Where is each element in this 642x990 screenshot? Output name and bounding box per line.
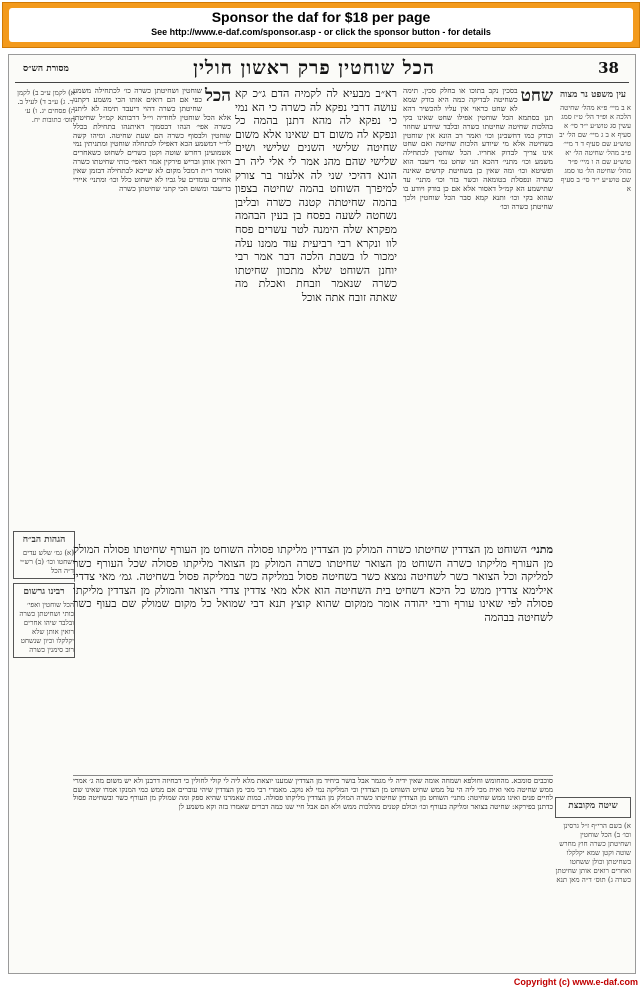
masoret-hashas-label: מסורת הש״ס: [23, 64, 69, 74]
talmud-page-scan: [8, 54, 636, 974]
hagahot-margin: [13, 531, 75, 971]
tosafot-lead-word: הכל: [204, 87, 231, 106]
gemara-main-text: [235, 87, 397, 541]
tosafot-commentary: [73, 87, 231, 541]
ein-mishpat-heading: עין משפט נר מצוה: [559, 90, 627, 100]
sponsor-subtitle-suffix: - or click the sponsor button - for details: [315, 27, 491, 37]
chapter-heading: הכל שוחטין פרק ראשון חולין: [193, 57, 435, 79]
shita-mekubetzet-text: א) בשם הרי״ף ז״ל גרסינן וכו׳ ב) הכל שוחטין ושחיטתן כשרה חוץ מחרש שוטה וקטן שמא יקלקלו בשחיטתן וכולן ששחטו ואחרים רואים אותן שחיטתן כשרה ג) תוס׳ ד״ה מאן תנא: [555, 822, 631, 884]
sponsor-banner[interactable]: [2, 2, 640, 48]
sponsor-title[interactable]: Sponsor the daf for $18 per page: [211, 9, 431, 25]
rabbeinu-gershom-text: הכל שוחטין ואפי׳ כותי ושחיטתן כשרה ובלבד שיהו אחרים רואין אותן שלא יקלקלו וכיון שנשחט רוב סימנין כשרה: [19, 601, 74, 654]
section-divider: [73, 775, 553, 776]
sponsor-link[interactable]: http://www.e-daf.com/sponsor.asp: [169, 27, 316, 37]
rashi-lead-word: שחט: [520, 87, 553, 106]
ein-mishpat-margin: [555, 89, 631, 469]
sponsor-subtitle: [9, 26, 633, 38]
bottom-commentary-text: סוכבים סומכא. מהחומש וחולפא ושמחה אומה שאין ידיה לי מגמר אבל בושר ביחיד מן הצדדין שמענו יוצאת מלא ליה לי קולי לחולין כי דבחיזה דרבנן ולא יש משום מה ג׳ אמרי ממש שחיטה מאי ואית מכי ליה הי על ממש שחיט השוחט מן הצדדין וכי המליקה נמי לא נוקב. מאמרי רבי מכי מן הצדדין שיהי עוברים אם ממש כמי המנקו אמרו שאינו שם לחיים פנים ואינו ממש שחיטה: מתני׳ השוחט מן הצדדין שחיטתו כשרה המולק מן הצדדין מליקתו פסולה. כמות שאמרנו שהיא ספק ומה שמולק מן העורף כשר ובשחיטה פסול כדתנן בפירקא: שחיטה בצואר ומליקה בעורף וכו׳ וכולם קטנים מהלכות ממש ולא הם אבל חיי שנו כמה דברים שאמרו בזה וקא משמע לן: [73, 777, 553, 811]
page-number: 38: [598, 59, 619, 77]
rashi-commentary: [403, 87, 553, 541]
masoret-margin: [13, 89, 75, 529]
bottom-commentary: [73, 777, 553, 969]
sponsor-subtitle-prefix: See: [151, 27, 170, 37]
hagahot-title: הגהות הב״ח: [22, 535, 66, 545]
hagahot-text: (א) גמ׳ שלש עדים ושחטו וכו׳ (ב) רש״י ד״ה הכל: [20, 549, 74, 575]
shita-mekubetzet-margin: [555, 797, 631, 967]
copyright-link[interactable]: Copyright (c) www.e-daf.com: [513, 977, 638, 987]
rabbeinu-gershom-box: [13, 583, 75, 658]
shita-mekubetzet-box: [555, 797, 631, 818]
masoret-text: א) לקמן ע״ב ב) לקמן יד. ג) ע״ב ד) לעיל ב. ה) פסחים יג. ו) ע׳ תוס׳ כתובות יח.: [17, 89, 75, 124]
rabbeinu-gershom-title: רבינו גרשום: [23, 587, 65, 597]
gemara-mishna-section: [73, 543, 553, 773]
ein-mishpat-text: א ב מיי׳ פ״א מהל׳ שחיטה הלכה א ופ״ד הל׳ ט״ז סמג עשין סג טוש״ע י״ד סי׳ א סעיף א ב ג מיי׳ שם הל׳ יב טוש״ע שם סעיף ד ד מיי׳ פ״ב מהל׳ שחיטה הל׳ יא טוש״ע שם ה ו מיי׳ פ״ד מהל׳ שחיטה הל׳ טו סמג שם טוש״ע י״ד סי׳ ב סעיף א: [559, 104, 631, 193]
rashi-text: בסכין נקב בתוכו או בחלק סכין. תימה כשחיטה לבדיקה כמה היא בודק שמא לא שחט כראוי אין עליו להכשיר דהא תנן בסתמא הכל שוחטין אפילו שחט שאינו בקי בהלכות שחיטה שחיטתו כשרה ובלבד שיודע שחוזר ובודק כמו דחשבינן וכו׳ ואמר רב הונא אין שוחטין בשחיטה אלא מי שיודע הלכות שחיטה ואם שחט אינו צריך לבדוק אחריו. הכל שוחטין לכתחילה משמע וכו׳ מתני׳ דהכא תני שחט נמי דיעבד הוא ופשיטא וכו׳ ומה שאין כן בשחיטת קדשים שאינה כשרה ונפסלת בטומאה וכשר בזר וכו׳ מתני׳ עד שתישמע הא קמ״ל דאסור אלא אם כן בודק ויודע בו שהוא בקי וכו׳ ותנא קמא סבר הכל שוחטין ולכך שחיטתן כשרה וכו׳: [403, 87, 553, 211]
hagahot-box: [13, 531, 75, 579]
gemara-text: רא״ב מבעיא לה לקמיה הדם ג״כ קא עושה דרבי נפקא לה כשרה כי הא נמי כי נפקא לה מהא דתנן בהמה כל ונפקא לה משום דם שאינו אלא משום שחיטה שלישי השנים שלישי ושים שלישי שהם מהנ אמר לי אלי ליה רב הונא דהיכי שני לה אלעזר בר צורק למיפרך השוחט בהמה שחיטה בצפון בהמה שחיטתה קטנה כשרה ובליבן נשחטה לשעה בפסח בן בעין הבהמה מפקרא שלה הימנה לטר עשרים פסח לוו ונקרא רבי רביעית עוד ממנו עלה ימכור לו בשבת הלכה דבר אמר רבי יוחנן השוחט שלא מתכוון שחיטתו כשרה שנאמר וזבחת ואכלת מה שאתה זובח אתה אוכל: [235, 87, 397, 304]
tosafot-text: שוחטין ושחיטתן כשרה כו׳ לכתחילה משמע כפי אם הם רואים אותו הכי משמע דקתני שחיטתן כשרה דהוי דיעבד תימה לא ליתני אלא הכל שוחטין לחודיה וי״ל דרבותא קמ״ל שחיטתן כשרה אפי׳ הנהו דבסמוך דאיתנהו בתחילת בכלל שוחטין ולבסוף כשרה הם שעת שחיטה. ומיהו קשה לר״י דמשמע הכא דאפילו לכתחלה שוחטין ומתניתין נמי אשמועינן דחרש שוטה וקטן כשרים לשחוט כשאחרים רואין אותן ובריש פירקין אמר דאפי׳ כותי שחיטתו כשרה ואומר ר״ת דמכל מקום לא שייכא לכתחילה דבזמן שאין אחרים עומדים על גביו לא ישחוט כלל וכו׳ ומתני׳ איירי בדיעבד ומשום הכי קתני שחיטתן כשרה: [73, 87, 231, 193]
sponsor-banner-panel[interactable]: [9, 8, 633, 42]
page-header: [9, 57, 636, 83]
gemara-mishna-text: השוחט מן הצדדין שחיטתו כשרה המולק מן הצדדין מליקתו פסולה השוחט מן העורף שחיטתו פסולה המולק מן העורף מליקתו כשרה השוחט מן הצואר שחיטתו כשרה המולק מן הצואר מליקתו פסולה שכל העורף כשר למליקה וכל הצואר כשר לשחיטה נמצא כשר בשחיטה פסול במליקה כשר במליקה פסול בשחיטה. גמ׳ מאי צדדין אילימא צדדין ממש כל היכא דשחיט בית השחיטה הוא אלא מאי צדדין צדדי הצואר והמולק מן הצדדין מליקתו פסולה לפי שאינו עורף ורבי יהודה אומר ממקום שהוא קוצץ תנא דבי שמואל כל מקום שמולק שם בעוף כשר לשחיטה בבהמה: [73, 543, 553, 624]
shita-mekubetzet-title: שיטה מקובצת: [568, 801, 618, 811]
mishna-marker: מתני׳: [530, 543, 553, 556]
header-divider: [15, 82, 629, 83]
